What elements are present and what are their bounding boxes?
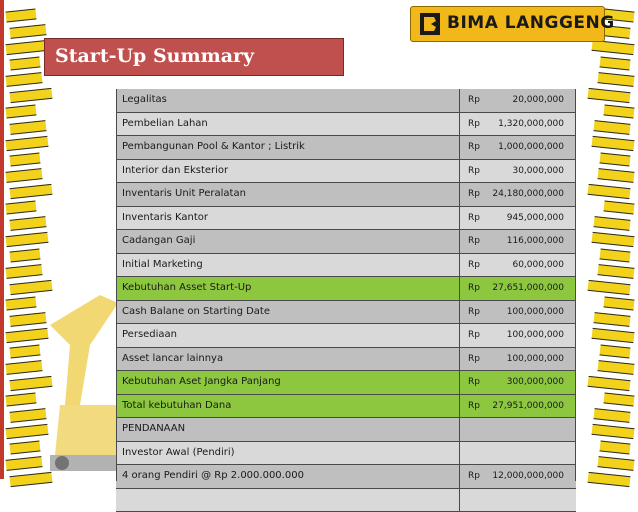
row-label: Persediaan bbox=[116, 324, 460, 347]
hazard-stripe bbox=[10, 344, 41, 358]
amount-value: 1,320,000,000 bbox=[498, 113, 564, 135]
row-amount-cell bbox=[460, 371, 576, 394]
amount-value: 60,000,000 bbox=[512, 254, 564, 276]
row-label: Kebutuhan Asset Start-Up bbox=[116, 277, 460, 300]
hazard-stripe bbox=[600, 248, 631, 262]
table-row bbox=[116, 254, 576, 278]
hazard-stripe bbox=[592, 328, 635, 343]
table-row bbox=[116, 371, 576, 395]
row-label: Cadangan Gaji bbox=[116, 230, 460, 253]
page-title: Start-Up Summary bbox=[55, 45, 254, 67]
right-hazard-stripes bbox=[590, 0, 638, 479]
hazard-stripe bbox=[598, 72, 635, 87]
amount-value: 100,000,000 bbox=[507, 301, 564, 323]
currency-label: Rp bbox=[468, 136, 480, 158]
row-amount-cell bbox=[460, 160, 576, 183]
row-amount-cell bbox=[460, 489, 576, 512]
currency-label: Rp bbox=[468, 89, 480, 111]
hazard-stripe bbox=[588, 280, 631, 295]
row-label: Kebutuhan Aset Jangka Panjang bbox=[116, 371, 460, 394]
currency-label: Rp bbox=[468, 254, 480, 276]
hazard-stripe bbox=[6, 104, 37, 118]
hazard-stripe bbox=[6, 456, 43, 471]
table-row bbox=[116, 277, 576, 301]
amount-value: 27,951,000,000 bbox=[492, 395, 564, 417]
table-row bbox=[116, 89, 576, 113]
row-label: Investor Awal (Pendiri) bbox=[116, 442, 460, 465]
startup-summary-table bbox=[116, 89, 576, 512]
row-label: Initial Marketing bbox=[116, 254, 460, 277]
hazard-stripe bbox=[604, 200, 635, 214]
hazard-stripe bbox=[6, 40, 49, 55]
hazard-stripe bbox=[10, 24, 47, 39]
amount-value: 30,000,000 bbox=[512, 160, 564, 182]
hazard-stripe bbox=[6, 392, 37, 406]
currency-label: Rp bbox=[468, 230, 480, 252]
hazard-stripe bbox=[592, 136, 635, 151]
hazard-stripe bbox=[6, 360, 43, 375]
hazard-stripe bbox=[588, 88, 631, 103]
hazard-stripe bbox=[594, 120, 631, 135]
hazard-stripe bbox=[10, 216, 47, 231]
hazard-stripe bbox=[6, 264, 43, 279]
hazard-stripe bbox=[594, 312, 631, 327]
hazard-stripe bbox=[598, 168, 635, 183]
row-amount-cell bbox=[460, 348, 576, 371]
amount-value: 20,000,000 bbox=[512, 89, 564, 111]
amount-value: 116,000,000 bbox=[507, 230, 564, 252]
row-amount-cell bbox=[460, 230, 576, 253]
company-logo bbox=[410, 6, 605, 42]
row-amount-cell bbox=[460, 465, 576, 488]
row-label: Interior dan Eksterior bbox=[116, 160, 460, 183]
table-row bbox=[116, 489, 576, 512]
amount-value: 945,000,000 bbox=[507, 207, 564, 229]
row-label: Total kebutuhan Dana bbox=[116, 395, 460, 418]
row-amount-cell bbox=[460, 183, 576, 206]
row-label: Asset lancar lainnya bbox=[116, 348, 460, 371]
table-row bbox=[116, 113, 576, 137]
row-label: Legalitas bbox=[116, 89, 460, 112]
currency-label: Rp bbox=[468, 183, 480, 205]
row-amount-cell bbox=[460, 113, 576, 136]
currency-label: Rp bbox=[468, 301, 480, 323]
currency-label: Rp bbox=[468, 348, 480, 370]
currency-label: Rp bbox=[468, 207, 480, 229]
hazard-stripe bbox=[10, 152, 41, 166]
hazard-stripe bbox=[600, 152, 631, 166]
amount-value: 1,000,000,000 bbox=[498, 136, 564, 158]
row-amount-cell bbox=[460, 442, 576, 465]
row-amount-cell bbox=[460, 207, 576, 230]
table-row bbox=[116, 348, 576, 372]
hazard-stripe bbox=[6, 8, 37, 22]
bima-logo-icon bbox=[419, 12, 441, 36]
row-amount-cell bbox=[460, 277, 576, 300]
table-row bbox=[116, 183, 576, 207]
hazard-stripe bbox=[604, 296, 635, 310]
table-row bbox=[116, 160, 576, 184]
hazard-stripe bbox=[10, 440, 41, 454]
amount-value: 27,651,000,000 bbox=[492, 277, 564, 299]
hazard-stripe bbox=[6, 232, 49, 247]
table-row bbox=[116, 442, 576, 466]
row-amount-cell bbox=[460, 89, 576, 112]
row-label: Cash Balane on Starting Date bbox=[116, 301, 460, 324]
currency-label: Rp bbox=[468, 395, 480, 417]
hazard-stripe bbox=[10, 120, 47, 135]
hazard-stripe bbox=[600, 440, 631, 454]
amount-value: 100,000,000 bbox=[507, 324, 564, 346]
logo-wordmark: BIMA LANGGENG bbox=[447, 13, 615, 33]
row-label: PENDANAAN bbox=[116, 418, 460, 441]
amount-value: 24,180,000,000 bbox=[492, 183, 564, 205]
row-amount-cell bbox=[460, 254, 576, 277]
table-row bbox=[116, 301, 576, 325]
row-label: Pembelian Lahan bbox=[116, 113, 460, 136]
hazard-stripe bbox=[592, 232, 635, 247]
row-label: Inventaris Kantor bbox=[116, 207, 460, 230]
hazard-stripe bbox=[598, 456, 635, 471]
table-row bbox=[116, 324, 576, 348]
table-row bbox=[116, 136, 576, 160]
title-banner bbox=[44, 38, 344, 76]
amount-value: 100,000,000 bbox=[507, 348, 564, 370]
table-row bbox=[116, 395, 576, 419]
row-amount-cell bbox=[460, 324, 576, 347]
hazard-stripe bbox=[588, 472, 631, 487]
row-amount-cell bbox=[460, 136, 576, 159]
table-row bbox=[116, 207, 576, 231]
hazard-stripe bbox=[6, 296, 37, 310]
row-amount-cell bbox=[460, 418, 576, 441]
amount-value: 300,000,000 bbox=[507, 371, 564, 393]
hazard-stripe bbox=[592, 40, 635, 55]
currency-label: Rp bbox=[468, 371, 480, 393]
hazard-stripe bbox=[600, 344, 631, 358]
row-amount-cell bbox=[460, 395, 576, 418]
hazard-stripe bbox=[10, 88, 53, 103]
hazard-stripe bbox=[6, 200, 37, 214]
hazard-stripe bbox=[592, 424, 635, 439]
hazard-stripe bbox=[6, 168, 43, 183]
table-row bbox=[116, 465, 576, 489]
hazard-stripe bbox=[10, 56, 41, 70]
hazard-stripe bbox=[588, 376, 631, 391]
hazard-stripe bbox=[598, 264, 635, 279]
hazard-stripe bbox=[594, 216, 631, 231]
hazard-stripe bbox=[10, 248, 41, 262]
row-label: 4 orang Pendiri @ Rp 2.000.000.000 bbox=[116, 465, 460, 488]
row-label bbox=[116, 489, 460, 512]
hazard-stripe bbox=[6, 136, 49, 151]
currency-label: Rp bbox=[468, 113, 480, 135]
currency-label: Rp bbox=[468, 324, 480, 346]
row-label: Inventaris Unit Peralatan bbox=[116, 183, 460, 206]
table-row bbox=[116, 230, 576, 254]
currency-label: Rp bbox=[468, 277, 480, 299]
currency-label: Rp bbox=[468, 160, 480, 182]
hazard-stripe bbox=[604, 392, 635, 406]
hazard-stripe bbox=[594, 408, 631, 423]
row-label: Pembangunan Pool & Kantor ; Listrik bbox=[116, 136, 460, 159]
hazard-stripe bbox=[6, 72, 43, 87]
hazard-stripe bbox=[10, 184, 53, 199]
hazard-stripe bbox=[600, 56, 631, 70]
row-amount-cell bbox=[460, 301, 576, 324]
hazard-stripe bbox=[588, 184, 631, 199]
currency-label: Rp bbox=[468, 465, 480, 487]
hazard-stripe bbox=[604, 104, 635, 118]
table-row bbox=[116, 418, 576, 442]
amount-value: 12,000,000,000 bbox=[492, 465, 564, 487]
hazard-stripe bbox=[598, 360, 635, 375]
